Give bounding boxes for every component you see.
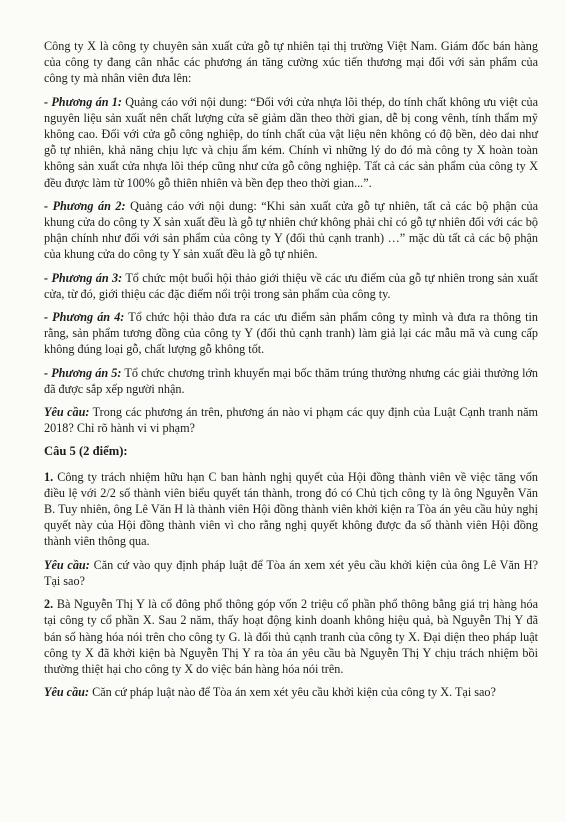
requirement-1-label: Yêu cầu:: [44, 405, 90, 420]
case-2: [44, 596, 538, 677]
case-1-text: Công ty trách nhiệm hữu hạn C ban hành nghị quyết của Hội đồng thành viên về việc tăng vốn điều lệ với 2/2 số thành viên biểu quyết tán thành, trong đó có Chủ tịch công ty là ông Nguyễn Văn B. Tuy nhiên, ông Lê Văn H là thành viên Hội đồng thành viên khởi kiện ra Tòa án yêu cầu hủy nghị quyết này của Hội đồng thành viên vì cho rằng nghị quyết không được đa số thành viên Hội đồng thành viên thông qua.: [44, 469, 538, 549]
option-3-label: - Phương án 3:: [44, 270, 123, 285]
requirement-1-text: Trong các phương án trên, phương án nào vi phạm các quy định của Luật Cạnh tranh năm 2018? Chỉ rõ hành vi vi phạm?: [44, 405, 538, 436]
case-1-number: 1.: [44, 469, 54, 484]
option-1: [44, 94, 538, 191]
option-1-label: - Phương án 1:: [44, 94, 122, 109]
case-1-requirement-label: Yêu cầu:: [44, 557, 90, 572]
option-4: [44, 309, 538, 358]
case-2-text: Bà Nguyễn Thị Y là cổ đông phổ thông góp vốn 2 triệu cổ phần phổ thông bằng giá trị hàng hóa tại công ty cổ phần X. Sau 2 năm, thấy hoạt động kinh doanh không hiệu quả, bà Nguyễn Thị Y đã bán số hàng hóa nói trên cho công ty G. là đối thủ cạnh tranh của công ty X. Đại diện theo pháp luật công ty X đã khởi kiện bà Nguyễn Thị Y ra tòa án yêu cầu bà Nguyễn Thị Y chịu trách nhiệm bồi thường thiệt hại cho công ty X do việc bán hàng hóa nói trên.: [44, 597, 539, 676]
option-4-label: - Phương án 4:: [44, 310, 125, 325]
case-1-requirement-text: Căn cứ vào quy định pháp luật để Tòa án xem xét yêu cầu khởi kiện của ông Lê Văn H? Tại sao?: [44, 557, 538, 588]
case-2-requirement-text: Căn cứ pháp luật nào để Tòa án xem xét yêu cầu khởi kiện của công ty X. Tại sao?: [92, 685, 496, 700]
option-3: [44, 270, 538, 302]
option-1-text: Quảng cáo với nội dung: “Đối với cửa nhựa lõi thép, do tính chất không ưu việt của nguyên liệu sản xuất nên chất lượng cửa sẽ giảm dần theo thời gian, dễ bị cong vênh, tính thẩm mỹ không cao. Đối với cửa gỗ công nghiệp, do tính chất của vật liệu nên không có độ bền, dẻo dai như gỗ tự nhiên, khả năng chịu lực và chịu ẩm kém. Chính vì những lý do đó mà công ty X hoàn toàn không sản xuất cửa nhựa lõi thép cũng như cửa gỗ công nghiệp. Tất cả các sản phẩm của công ty X đều được làm từ 100% gỗ thiên nhiên và bền đẹp theo thời gian...”.: [44, 94, 539, 190]
case-1: [44, 469, 538, 550]
case-2-requirement: [44, 684, 538, 700]
option-2-text: Quảng cáo với nội dung: “Khi sản xuất cửa gỗ tự nhiên, tất cả các bộ phận của khung cửa do công ty X sản xuất đều là gỗ tự nhiên chứ không phải chỉ có gỗ tự nhiên đối với các bộ phận chính như đối với sản phẩm của công ty Y (đối thủ cạnh tranh) …” mặc dù tất cả các bộ phận của khung cửa do công ty Y sản xuất đều là gỗ tự nhiên.: [44, 198, 538, 262]
option-5-text: Tổ chức chương trình khuyến mại bốc thăm trúng thưởng nhưng các giải thưởng lớn đã được sắp xếp người nhận.: [44, 365, 538, 396]
option-5-label: - Phương án 5:: [44, 365, 122, 380]
option-4-text: Tổ chức hội thảo đưa ra các ưu điểm sản phẩm công ty mình và đưa ra thông tin rằng, sản phẩm tương đồng của công ty Y (đối thủ cạnh tranh) làm giả lại các mẫu mã và cung cấp không đúng loại gỗ, chất lượng gỗ không tốt.: [44, 310, 538, 357]
option-3-text: Tổ chức một buổi hội thảo giới thiệu về các ưu điểm của gỗ tự nhiên trong sản xuất cửa, từ đó, giới thiệu các đặc điểm nổi trội trong sản phẩm của công ty.: [44, 270, 539, 301]
option-2-label: - Phương án 2:: [44, 198, 126, 213]
option-5: [44, 365, 538, 397]
case-1-requirement: [44, 557, 538, 589]
case-2-requirement-label: Yêu cầu:: [44, 685, 90, 700]
requirement-1: [44, 404, 538, 436]
intro-paragraph: Công ty X là công ty chuyên sản xuất cửa gỗ tự nhiên tại thị trường Việt Nam. Giám đốc bán hàng của công ty đang cân nhắc các phương án tăng cường xúc tiến thương mại đối với sản phẩm của công ty mà nhân viên đưa lên:: [44, 39, 538, 86]
question-5-heading: Câu 5 (2 điểm):: [44, 444, 128, 459]
option-2: [44, 198, 538, 263]
case-2-number: 2.: [44, 597, 54, 612]
